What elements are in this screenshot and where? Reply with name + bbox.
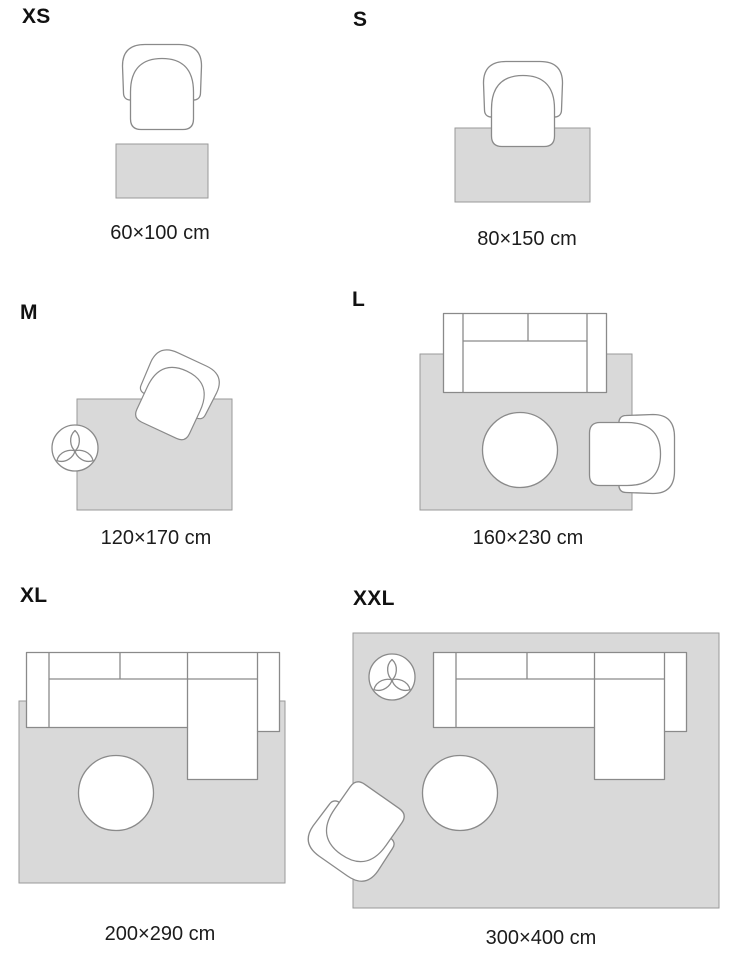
plant-icon [52, 425, 98, 471]
coffee-table-icon [79, 756, 154, 831]
armchair-icon [484, 62, 563, 147]
s-illustration [455, 62, 590, 203]
size-label-s: S [353, 8, 368, 31]
armchair-icon [590, 415, 675, 494]
xxl-illustration [301, 633, 719, 908]
xs-illustration [116, 45, 208, 199]
size-caption-xxl: 300×400 cm [485, 927, 597, 949]
size-caption-l: 160×230 cm [472, 527, 584, 549]
sofa-icon [444, 314, 607, 393]
xs-rug [116, 144, 208, 198]
coffee-table-icon [483, 413, 558, 488]
m-illustration [52, 344, 232, 510]
size-caption-m: 120×170 cm [100, 527, 212, 549]
size-caption-xs: 60×100 cm [110, 222, 210, 244]
size-caption-xl: 200×290 cm [104, 923, 216, 945]
size-label-xxl: XXL [353, 587, 395, 610]
plant-icon [369, 654, 415, 700]
xl-illustration [19, 653, 285, 884]
size-label-xl: XL [20, 584, 48, 607]
size-caption-s: 80×150 cm [477, 228, 577, 250]
size-label-l: L [352, 288, 366, 311]
l-illustration [420, 314, 675, 511]
coffee-table-icon [423, 756, 498, 831]
size-label-m: M [20, 301, 38, 324]
armchair-icon [123, 45, 202, 130]
size-label-xs: XS [22, 5, 51, 28]
